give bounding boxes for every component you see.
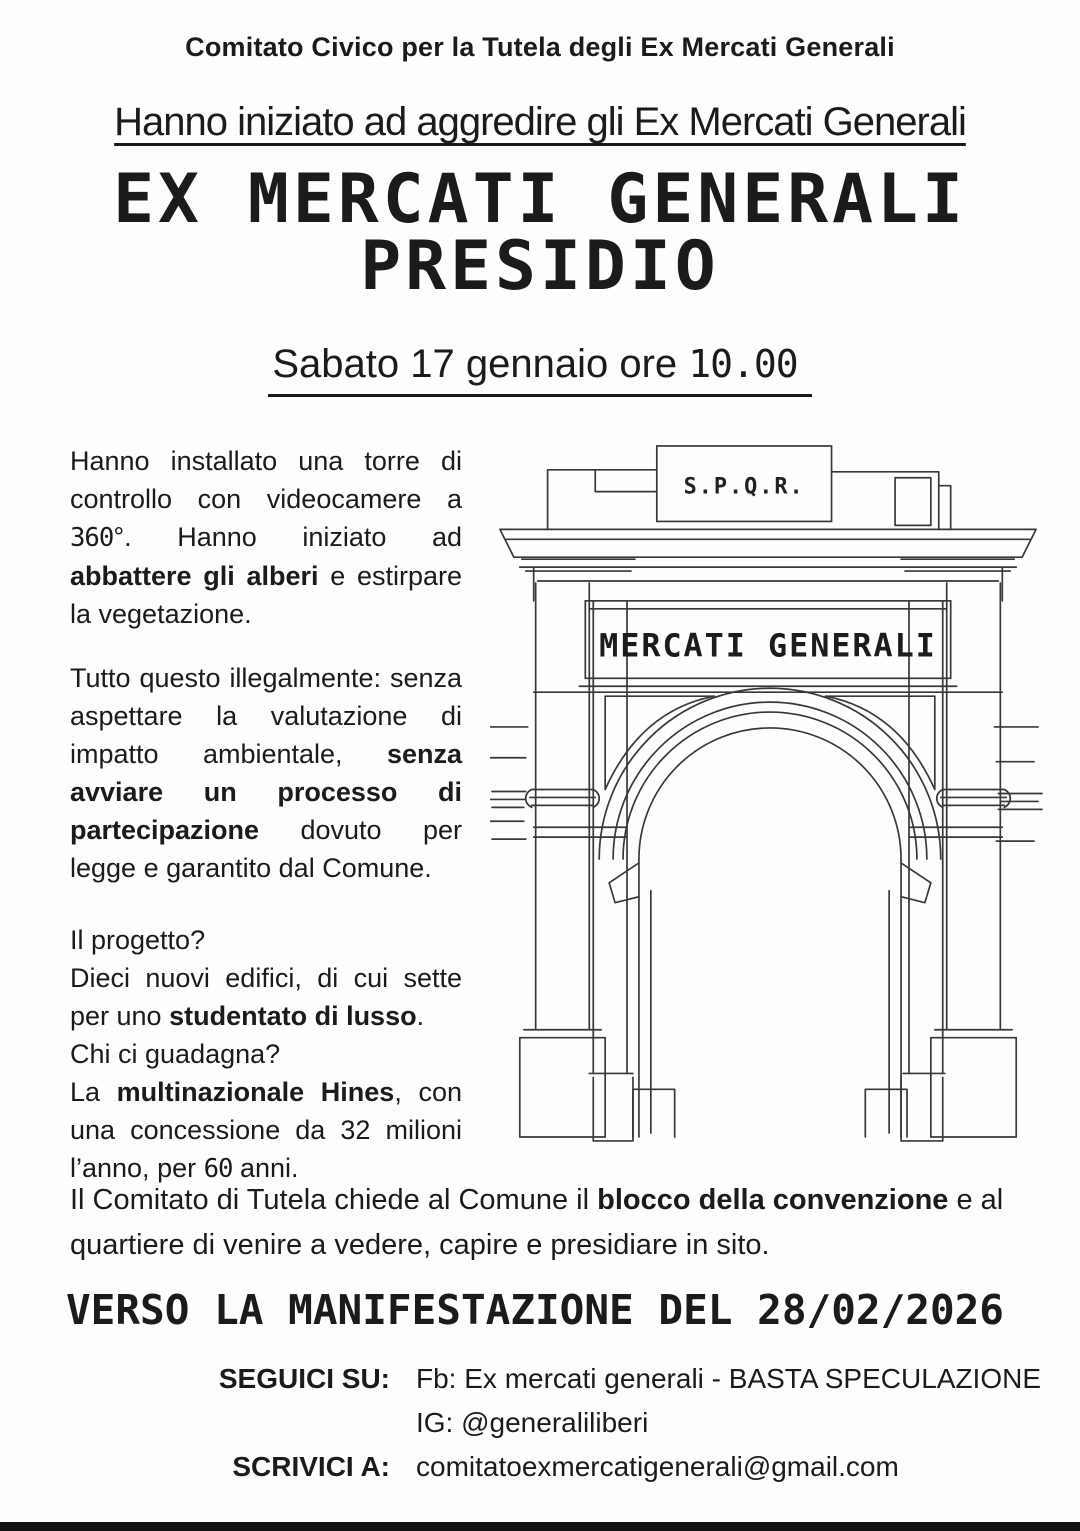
closing-statement: Il Comitato di Tutela chiede al Comune il blocco della convenzione e al quartiere di venire a vedere, capire e presidiare in sito. [70,1184,1004,1261]
frieze-text: MERCATI GENERALI [599,628,937,665]
follow-label-spacer [150,1406,390,1439]
main-content [70,442,1046,1188]
arch-drawing-svg [490,442,1046,1143]
spqr-sign-text: S.P.Q.R. [683,474,805,500]
contacts-section [150,1362,1041,1483]
headline: Hanno iniziato ad aggredire gli Ex Mercati Generali [114,100,966,144]
main-title-line2: PRESIDIO [360,227,720,306]
bottom-bar [0,1522,1080,1531]
arch-illustration [490,442,1046,1143]
follow-label: SEGUICI SU: [218,1363,390,1394]
paragraph-illegality: Tutto questo illegalmente: senza aspettare la valutazione di impatto ambientale, senza avviare un processo di partecipazione dovuto per legge e garantito dal Comune. [70,663,462,883]
email-address: comitatoexmercatigenerali@gmail.com [416,1451,899,1482]
organization-name: Comitato Civico per la Tutela degli Ex Mercati Generali [185,32,895,62]
event-date [0,342,1080,397]
demonstration-announcement: VERSO LA MANIFESTAZIONE DEL 28/02/2026 [66,1286,1004,1334]
instagram-handle: IG: @generaliliberi [416,1407,649,1438]
paragraph-surveillance: Hanno installato una torre di controllo con videocamere a 360°. Hanno iniziato ad abbattere gli alberi e estirpare la vegetazione. [70,446,462,629]
arch-line-art [490,446,1042,1141]
facebook-handle: Fb: Ex mercati generali - BASTA SPECULAZIONE [416,1363,1042,1394]
main-title [0,160,1080,306]
event-date-text: Sabato 17 gennaio ore 10.00 [268,342,811,397]
write-label: SCRIVICI A: [232,1451,390,1482]
body-text-column [70,442,462,1188]
main-title-line1: EX MERCATI GENERALI [113,160,967,239]
paragraph-project: Il progetto? Dieci nuovi edifici, di cui sette per uno studentato di lusso. Chi ci guadagna? La multinazionale Hines, con una concessione da 32 milioni l’anno, per 60 anni. [70,925,462,1184]
